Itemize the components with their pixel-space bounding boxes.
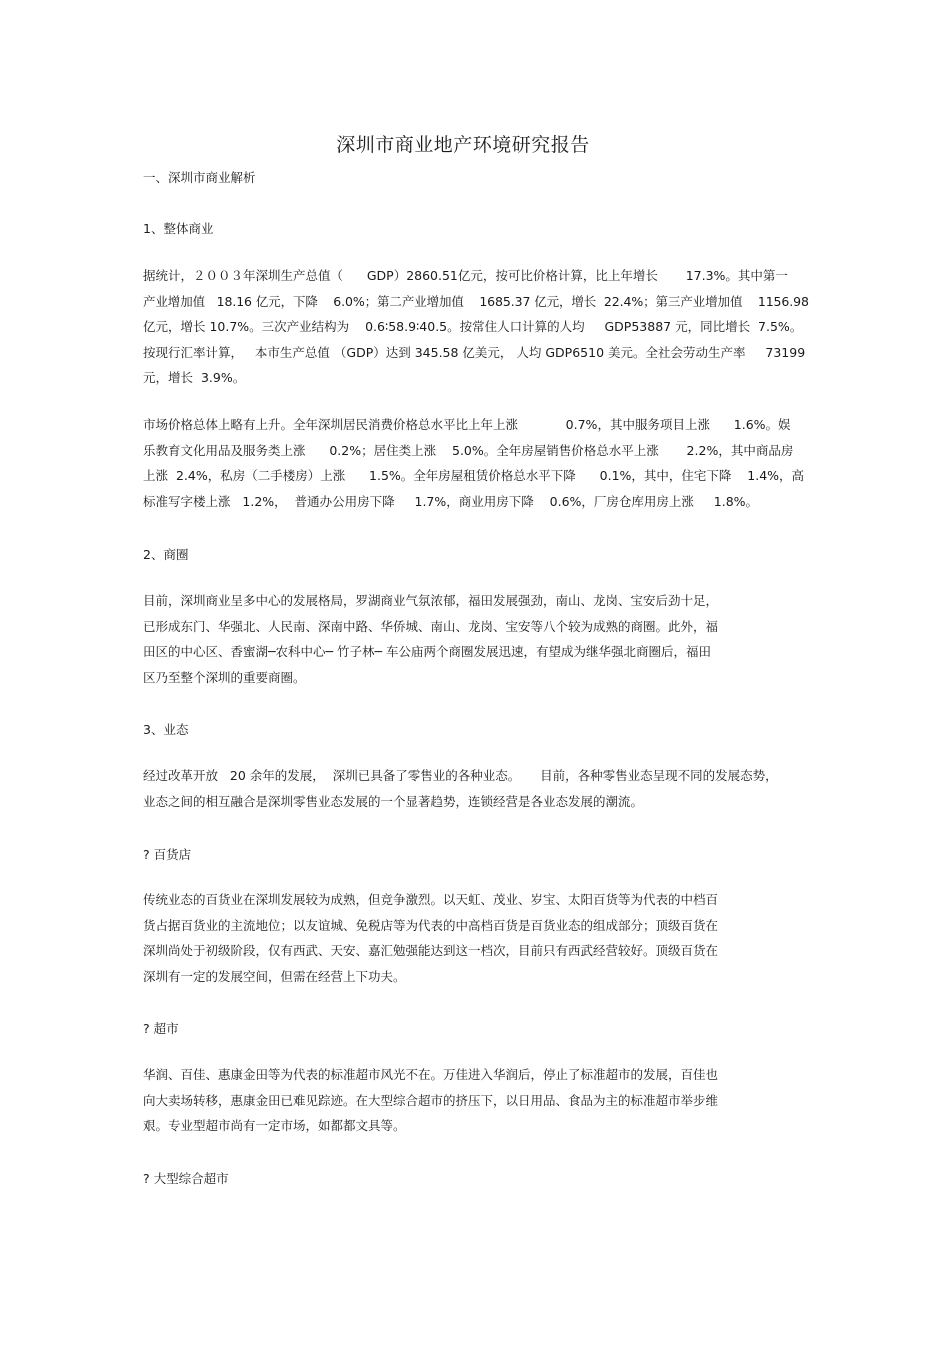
paragraph-supermarkets [143,1062,808,1139]
paragraph-gdp-statistics [143,263,808,391]
text-line: 据统计，２００３年深圳生产总值（ GDP）2860.51亿元，按可比价格计算，比上年增长 17.3%。其中第一 [143,268,788,283]
text-line: 亿元，增长 10.7%。三次产业结构为 0.6∶58.9∶40.5。按常住人口计算的人均 GDP53887 元，同比增长 7.5%。 [143,319,803,334]
text-line: 深圳尚处于初级阶段，仅有西武、天安、嘉汇勉强能达到这一档次，目前只有西武经营较好。顶级百货在 [143,943,719,958]
text-line: 上涨 2.4%，私房（二手楼房）上涨 1.5%。全年房屋租赁价格总水平下降 0.1%，其中，住宅下降 1.4%，高 [143,468,805,483]
text-line: 区乃至整个深圳的重要商圈。 [143,669,306,685]
text-line: 经过改革开放 20 余年的发展， 深圳已具备了零售业的各种业态。 目前，各种零售业态呈现不同的发展态势， [143,768,778,783]
section-heading-commerce-analysis: 一、深圳市商业解析 [143,170,256,185]
text-line: 目前，深圳商业呈多中心的发展格局，罗湖商业气氛浓郁，福田发展强劲，南山、龙岗、宝安后劲十足， [143,593,719,608]
subheading-business-districts: 2、商圈 [143,547,189,562]
text-line: 已形成东门、华强北、人民南、深南中路、华侨城、南山、龙岗、宝安等八个较为成熟的商圈。此外，福 [143,618,719,634]
bullet-heading-hypermarkets: ? 大型综合超市 [143,1171,229,1186]
text-line: 华润、百佳、惠康金田等为代表的标准超市风光不在。万佳进入华润后，停止了标准超市的发展，百佳也 [143,1067,719,1082]
text-line: 业态之间的相互融合是深圳零售业态发展的一个显著趋势，连锁经营是各业态发展的潮流。 [143,793,644,809]
text-line: 田区的中心区、香蜜湖─农科中心─ 竹子林─ 车公庙两个商圈发展迅速，有望成为继华强北商圈后，福田 [143,644,712,659]
text-line: 乐教育文化用品及服务类上涨 0.2%；居住类上涨 5.0%。全年房屋销售价格总水平上涨 2.2%，其中商品房 [143,442,794,458]
paragraph-retail-formats [143,763,808,814]
paragraph-business-districts [143,588,808,690]
bullet-heading-supermarkets: ? 超市 [143,1021,179,1036]
text-line: 按现行汇率计算， 本市生产总值 （GDP）达到 345.58 亿美元， 人均 GDP6510 美元。全社会劳动生产率 73199 [143,344,806,360]
text-line: 标准写字楼上涨 1.2%， 普通办公用房下降 1.7%，商业用房下降 0.6%，厂房仓库用房上涨 1.8%。 [143,493,759,509]
text-line: 元，增长 3.9%。 [143,370,246,385]
document-title: 深圳市商业地产环境研究报告 [336,134,590,156]
subheading-retail-formats: 3、业态 [143,722,189,737]
text-line: 深圳有一定的发展空间，但需在经营上下功夫。 [143,968,406,984]
paragraph-department-stores [143,887,808,989]
text-line: 艰。专业型超市尚有一定市场，如都都文具等。 [143,1118,406,1133]
bullet-heading-department-stores: ? 百货店 [143,847,192,862]
text-line: 货占据百货业的主流地位；以友谊城、免税店等为代表的中高档百货是百货业态的组成部分；顶级百货在 [143,917,719,933]
paragraph-market-prices [143,412,808,514]
text-line: 产业增加值 18.16 亿元，下降 6.0%；第二产业增加值 1685.37 亿元，增长 22.4%；第三产业增加值 1156.98 [143,293,809,309]
text-line: 向大卖场转移，惠康金田已难见踪迹。在大型综合超市的挤压下，以日用品、食品为主的标准超市举步维 [143,1092,719,1108]
subheading-overall-commerce: 1、整体商业 [143,221,214,236]
text-line: 传统业态的百货业在深圳发展较为成熟，但竞争激烈。以天虹、茂业、岁宝、太阳百货等为代表的中档百 [143,892,719,907]
text-line: 市场价格总体上略有上升。全年深圳居民消费价格总水平比上年上涨 0.7%，其中服务项目上涨 1.6%。娱 [143,417,791,432]
